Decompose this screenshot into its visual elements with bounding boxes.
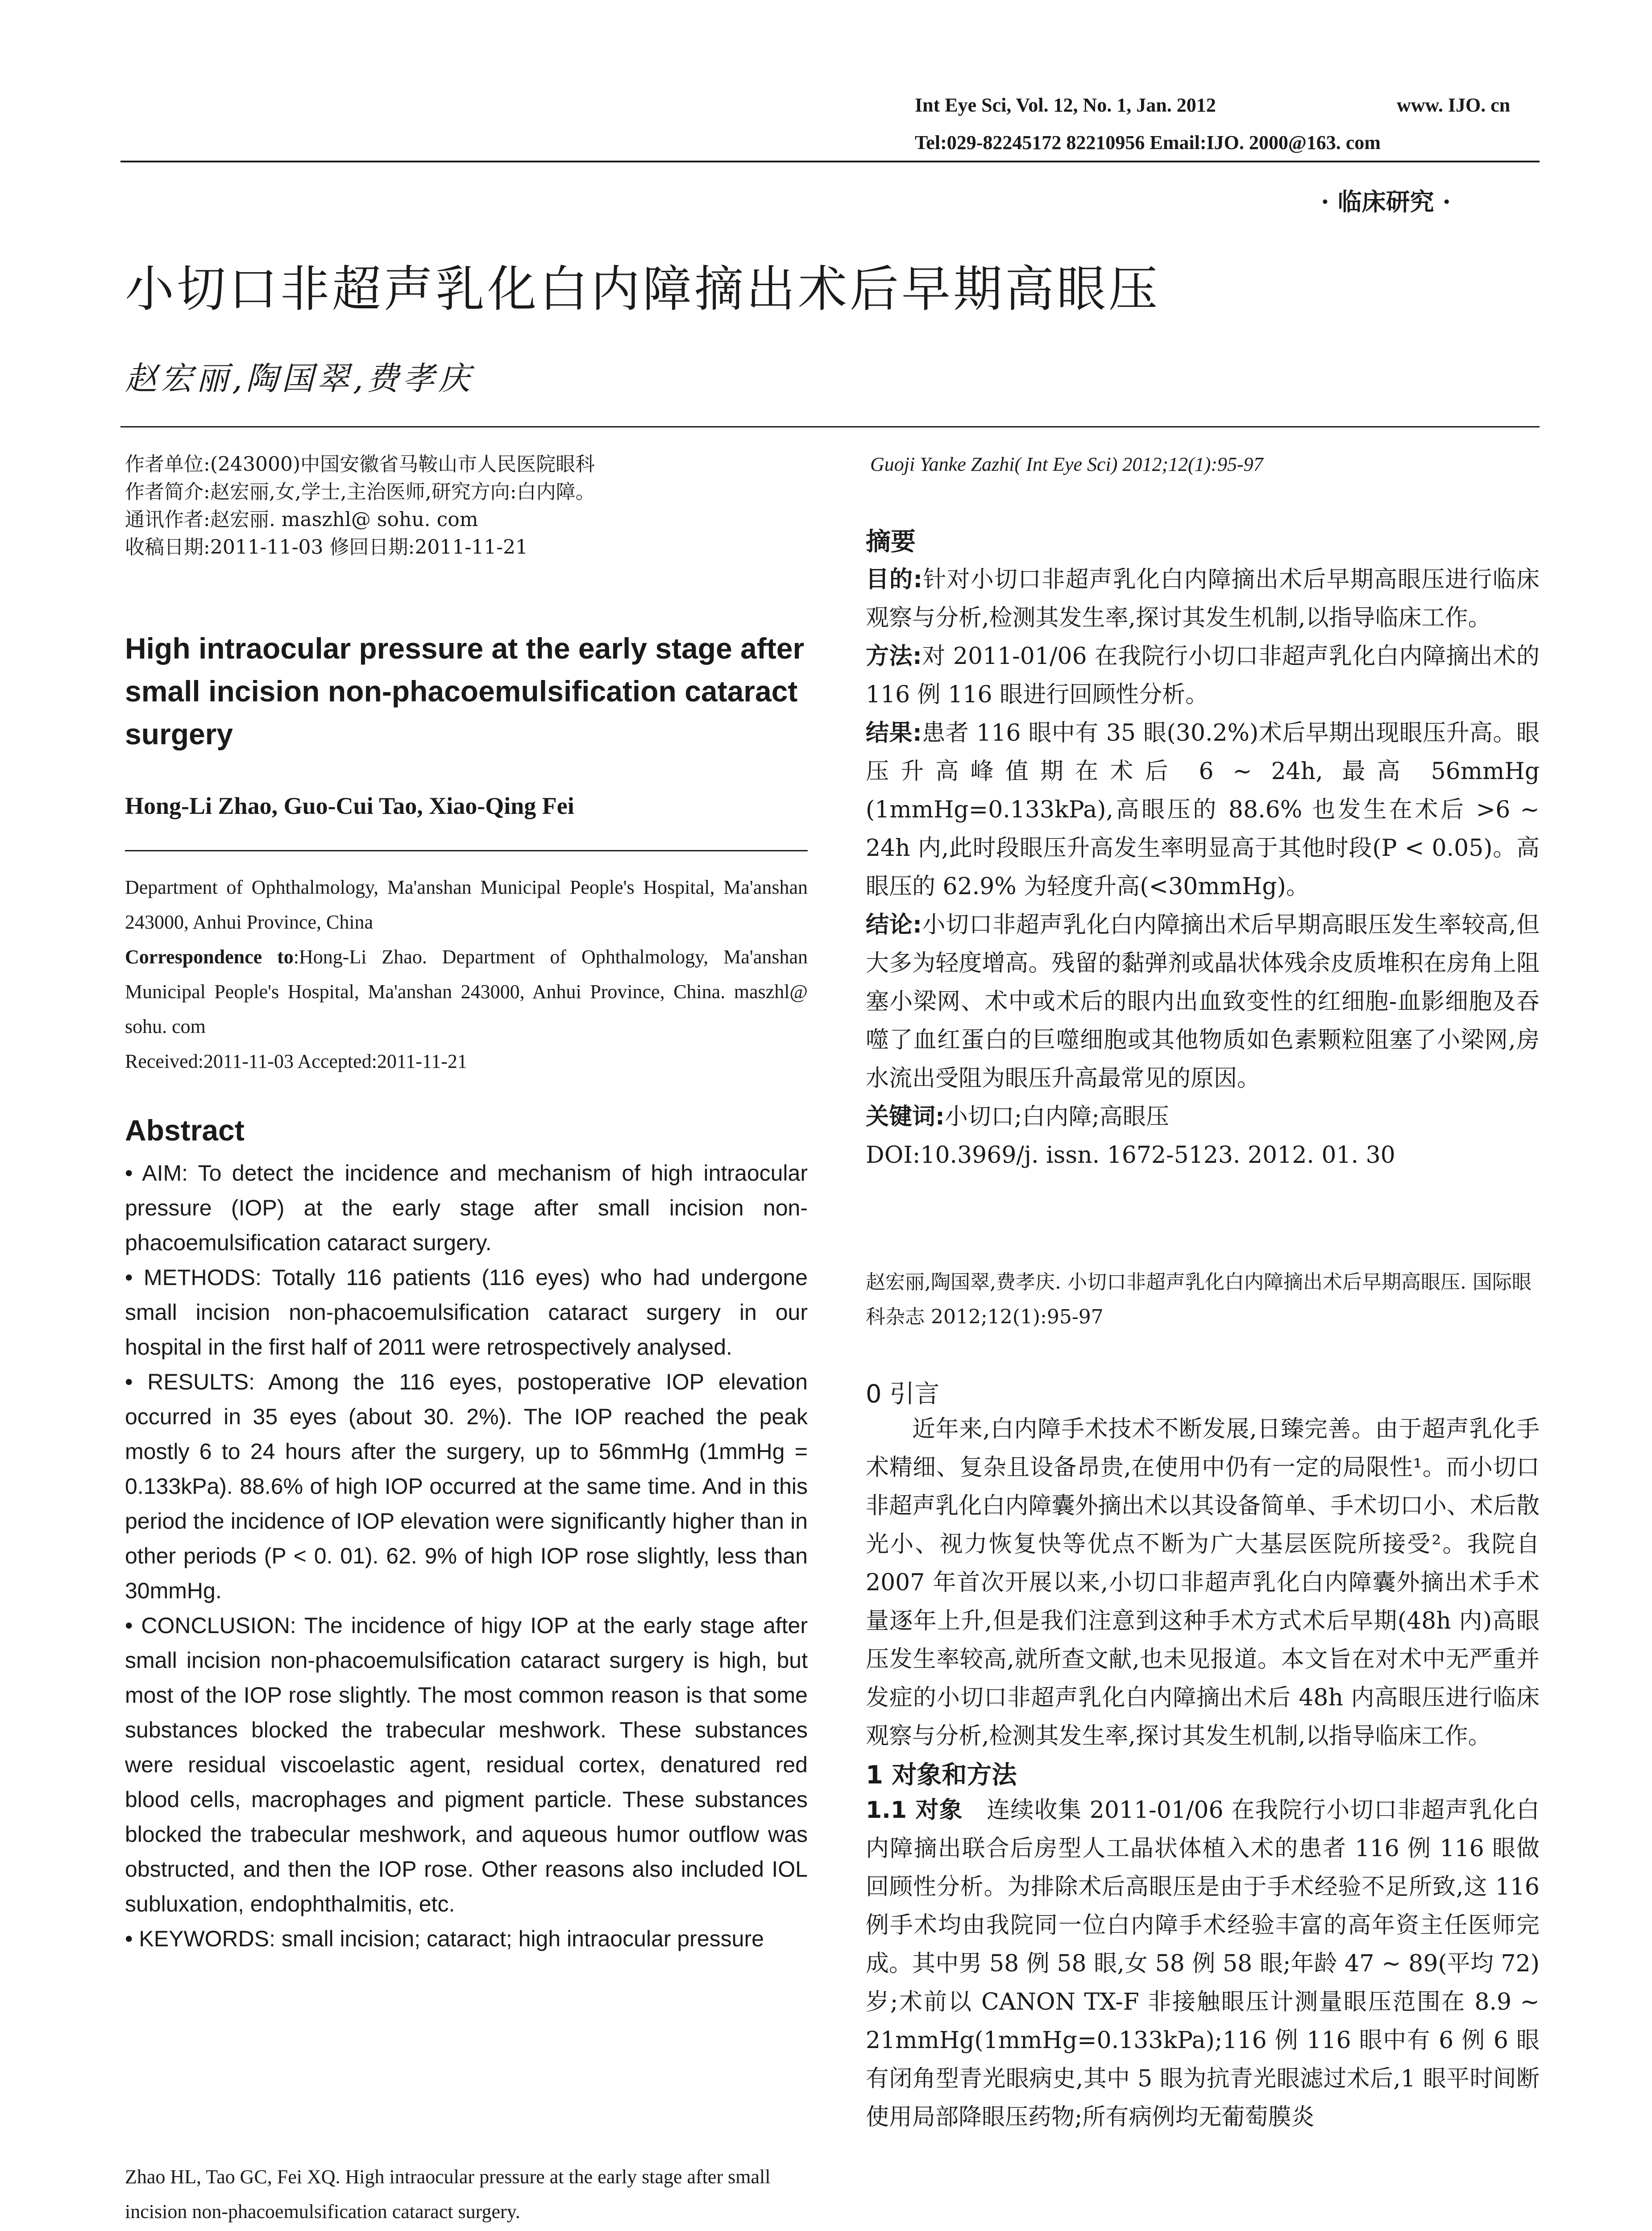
abstract-cn-heading: 摘要 bbox=[866, 527, 916, 556]
journal-contact: Tel:029-82245172 82210956 Email:IJO. 2000@163. com bbox=[915, 132, 1381, 153]
abstract-cn-aim: 目的:针对小切口非超声乳化白内障摘出术后早期高眼压进行临床观察与分析,检测其发生率,探讨其发生机制,以指导临床工作。 bbox=[866, 566, 1540, 631]
abstract-methods: • METHODS: Totally 116 patients (116 eyes) who had undergone small incision non-phacoemulsification cataract surgery in our hospital in the first half of 2011 were retrospectively analysed. bbox=[125, 1265, 808, 1360]
subsection-label: 1.1 对象 bbox=[866, 1797, 963, 1824]
journal-info: Int Eye Sci, Vol. 12, No. 1, Jan. 2012 bbox=[915, 94, 1216, 116]
intro-paragraph: 近年来,白内障手术技术不断发展,日臻完善。由于超声乳化手术精细、复杂且设备昂贵,在使用中仍有一定的局限性¹。而小切口非超声乳化白内障囊外摘出术以其设备简单、手术切口小、术后散光小、视力恢复快等优点不断为广大基层医院所接受²。我院自 2007 年首次开展以来,小切口非超声乳化白内障囊外摘出术手术量逐年上升,但是我们注意到这种手术方式术后早期(48h 内)高眼压发生率较高,就所查文献,也未见报道。本文旨在对术中无严重并发症的小切口非超声乳化白内障摘出术后 48h 内高眼压进行临床观察与分析,检测其发生率,探讨其发生机制,以指导临床工作。 bbox=[866, 1416, 1540, 1750]
page-title: 小切口非超声乳化白内障摘出术后早期高眼压 bbox=[125, 261, 1160, 318]
correspondence-label: Correspondence to bbox=[125, 946, 294, 968]
abstract-results: • RESULTS: Among the 116 eyes, postoperative IOP elevation occurred in 35 eyes (about 30. 2%). The IOP reached the peak mostly 6 to 24 hours after the surgery, up to 56mmHg (1mmHg = 0.133kPa). 88.6% of high IOP occurred at the same time. And in this period the incidence of IOP elevation were significantly higher than in other periods (P < 0. 01). 62. 9% of high IOP rose slightly, less than 30mmHg. bbox=[125, 1369, 808, 1603]
authors-rule bbox=[125, 850, 808, 851]
abstract-conclusion: • CONCLUSION: The incidence of higy IOP at the early stage after small incision non-phacoemulsification cataract surgery is high, but most of the IOP rose slightly. The most common reason is that some substances blocked the trabecular meshwork. These substances were residual viscoelastic agent, residual cortex, denatured red blood cells, macrophages and pigment particle. These substances blocked the trabecular meshwork, and aqueous humor outflow was obstructed, and then the IOP rose. Other reasons also included IOL subluxation, endophthalmitis, etc. bbox=[125, 1613, 808, 1916]
abstract-heading: Abstract bbox=[125, 1114, 245, 1147]
received-en: Received:2011-11-03 Accepted:2011-11-21 bbox=[125, 1050, 467, 1072]
abstract-aim: • AIM: To detect the incidence and mechanism of high intraocular pressure (IOP) at the early stage after small incision non-phacoemulsification cataract surgery. bbox=[125, 1161, 808, 1255]
correspondence: Correspondence to:Hong-Li Zhao. Department of Ophthalmology, Ma'anshan Municipal People's Hospital, Ma'anshan 243000, Anhui Province, China. maszhl@ sohu. com bbox=[125, 946, 808, 1037]
corresponding-author: 通讯作者:赵宏丽. maszhl@ sohu. com bbox=[125, 508, 478, 531]
citation-cn: 赵宏丽,陶国翠,费孝庆. 小切口非超声乳化白内障摘出术后早期高眼压. 国际眼科杂志 2012;12(1):95-97 bbox=[866, 1271, 1532, 1328]
authors-cn: 赵宏丽,陶国翠,费孝庆 bbox=[125, 360, 474, 397]
intro-heading: 0 引言 bbox=[866, 1380, 940, 1409]
methods-heading: 1 对象和方法 bbox=[866, 1761, 1017, 1790]
authors-en: Hong-Li Zhao, Guo-Cui Tao, Xiao-Qing Fei bbox=[125, 792, 574, 819]
abstract-cn-results: 结果:患者 116 眼中有 35 眼(30.2%)术后早期出现眼压升高。眼压升高峰值期在术后 6 ~ 24h, 最高 56mmHg (1mmHg=0.133kPa),高眼压的 88.6% 也发生在术后 >6 ~ 24h 内,此时段眼压升高发生率明显高于其他时段(P < 0.05)。高眼压的 62.9% 为轻度升高(<30mmHg)。 bbox=[866, 720, 1540, 900]
abstract-cn-keywords: 关键词:小切口;白内障;高眼压 bbox=[866, 1103, 1169, 1130]
title-rule bbox=[120, 426, 1540, 427]
journal-website: www. IJO. cn bbox=[1397, 94, 1511, 116]
doi: DOI:10.3969/j. issn. 1672-5123. 2012. 01. 30 bbox=[866, 1142, 1395, 1169]
body-text bbox=[866, 1374, 1540, 2136]
abstract-cn-methods: 方法:对 2011-01/06 在我院行小切口非超声乳化白内障摘出术的 116 例 116 眼进行回顾性分析。 bbox=[866, 643, 1540, 708]
author-unit: 作者单位:(243000)中国安徽省马鞍山市人民医院眼科 bbox=[125, 453, 595, 476]
author-bio: 作者简介:赵宏丽,女,学士,主治医师,研究方向:白内障。 bbox=[125, 481, 595, 503]
abstract-keywords: • KEYWORDS: small incision; cataract; high intraocular pressure bbox=[125, 1926, 764, 1951]
header-rule bbox=[120, 161, 1540, 162]
received-date: 收稿日期:2011-11-03 修回日期:2011-11-21 bbox=[125, 536, 528, 559]
methods-paragraph: 1.1 对象 连续收集 2011-01/06 在我院行小切口非超声乳化白内障摘出联合后房型人工晶状体植入术的患者 116 例 116 眼做回顾性分析。为排除术后高眼压是由于手术经验不足所致,这 116 例手术均由我院同一位白内障手术经验丰富的高年资主任医师完成。其中男 58 例 58 眼,女 58 例 58 眼;年龄 47 ~ 89(平均 72)岁;术前以 CANON TX-F 非接触眼压计测量眼压范围在 8.9 ~ 21mmHg(1mmHg=0.133kPa);116 例 116 眼中有 6 例 6 眼有闭角型青光眼病史,其中 5 眼为抗青光眼滤过术后,1 眼平时间断使用局部降眼压药物;所有病例均无葡萄膜炎 bbox=[866, 1797, 1540, 2131]
abstract-en bbox=[125, 1156, 808, 1956]
section-tag: · 临床研究 · bbox=[1321, 187, 1451, 216]
journal-citation: Guoji Yanke Zazhi( Int Eye Sci) 2012;12(1):95-97 bbox=[870, 453, 1263, 475]
affiliation-block bbox=[125, 870, 808, 1079]
abstract-cn bbox=[866, 522, 1540, 1174]
author-meta bbox=[125, 451, 803, 561]
department: Department of Ophthalmology, Ma'anshan Municipal People's Hospital, Ma'anshan 243000, Anhui Province, China bbox=[125, 876, 808, 933]
citation-en: Zhao HL, Tao GC, Fei XQ. High intraocular pressure at the early stage after small incision non-phacoemulsification cataract surgery. bbox=[125, 2166, 771, 2223]
abstract-cn-conclusion: 结论:小切口非超声乳化白内障摘出术后早期高眼压发生率较高,但大多为轻度增高。残留的黏弹剂或晶状体残余皮质堆积在房角上阻塞小梁网、术中或术后的眼内出血致变性的红细胞-血影细胞及吞噬了血红蛋白的巨噬细胞或其他物质如色素颗粒阻塞了小梁网,房水流出受阻为眼压升高最常见的原因。 bbox=[866, 912, 1540, 1092]
article-title-en: High intraocular pressure at the early stage after small incision non-phacoemulsification cataract surgery bbox=[125, 632, 805, 751]
